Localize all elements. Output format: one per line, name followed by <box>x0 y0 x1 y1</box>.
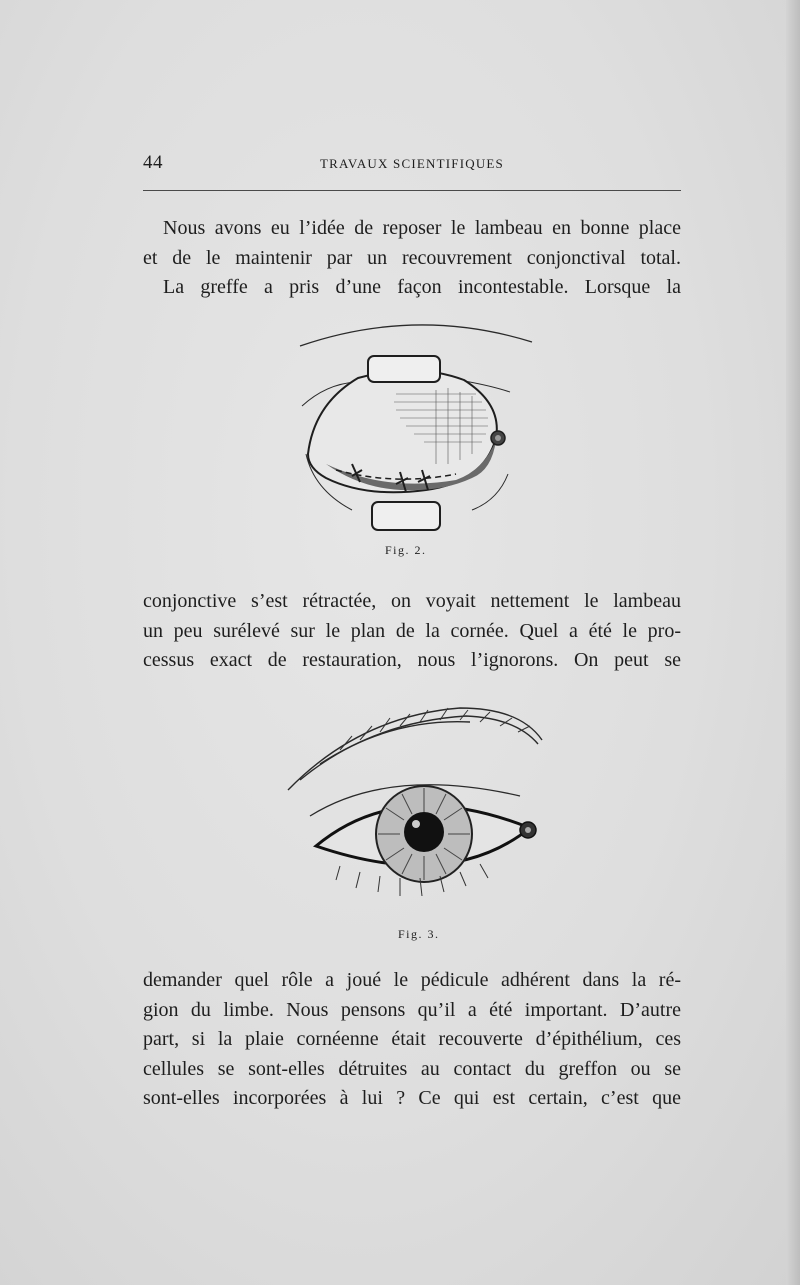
header-rule <box>143 190 681 191</box>
text-line: gion du limbe. Nous pensons qu’il a été important. D’autre <box>143 998 681 1021</box>
page-header <box>143 152 681 178</box>
paragraph-1 <box>143 214 681 303</box>
figure-3-eye-illustration <box>280 696 552 918</box>
text-line: demander quel rôle a joué le pédicule adhérent dans la ré- <box>143 969 681 991</box>
text-line: un peu surélevé sur le plan de la cornée. Quel a été le pro- <box>143 619 681 642</box>
paragraph-2 <box>143 587 681 676</box>
text-line: et de le maintenir par un recouvrement conjonctival total. <box>143 246 681 269</box>
text-line: cessus exact de restauration, nous l’ignorons. On peut se <box>143 649 681 671</box>
text-line: La greffe a pris d’une façon incontestable. Lorsque la <box>163 276 681 298</box>
page-number: 44 <box>143 152 163 173</box>
running-title: TRAVAUX SCIENTIFIQUES <box>320 156 504 171</box>
text-line: Nous avons eu l’idée de reposer le lambeau en bonne place <box>163 217 681 239</box>
figure-2-sutured-eye-illustration <box>296 314 540 536</box>
text-line: conjonctive s’est rétractée, on voyait nettement le lambeau <box>143 590 681 612</box>
figure-2-caption: Fig. 2. <box>385 543 427 557</box>
text-line: sont-elles incorporées à lui ? Ce qui est certain, c’est que <box>143 1087 681 1109</box>
figure-3-caption: Fig. 3. <box>398 927 440 941</box>
text-line: part, si la plaie cornéenne était recouverte d’épithélium, ces <box>143 1028 681 1050</box>
page-edge <box>786 0 800 1285</box>
paragraph-3 <box>143 966 681 1114</box>
text-line: cellules se sont-elles détruites au contact du greffon ou se <box>143 1057 681 1080</box>
